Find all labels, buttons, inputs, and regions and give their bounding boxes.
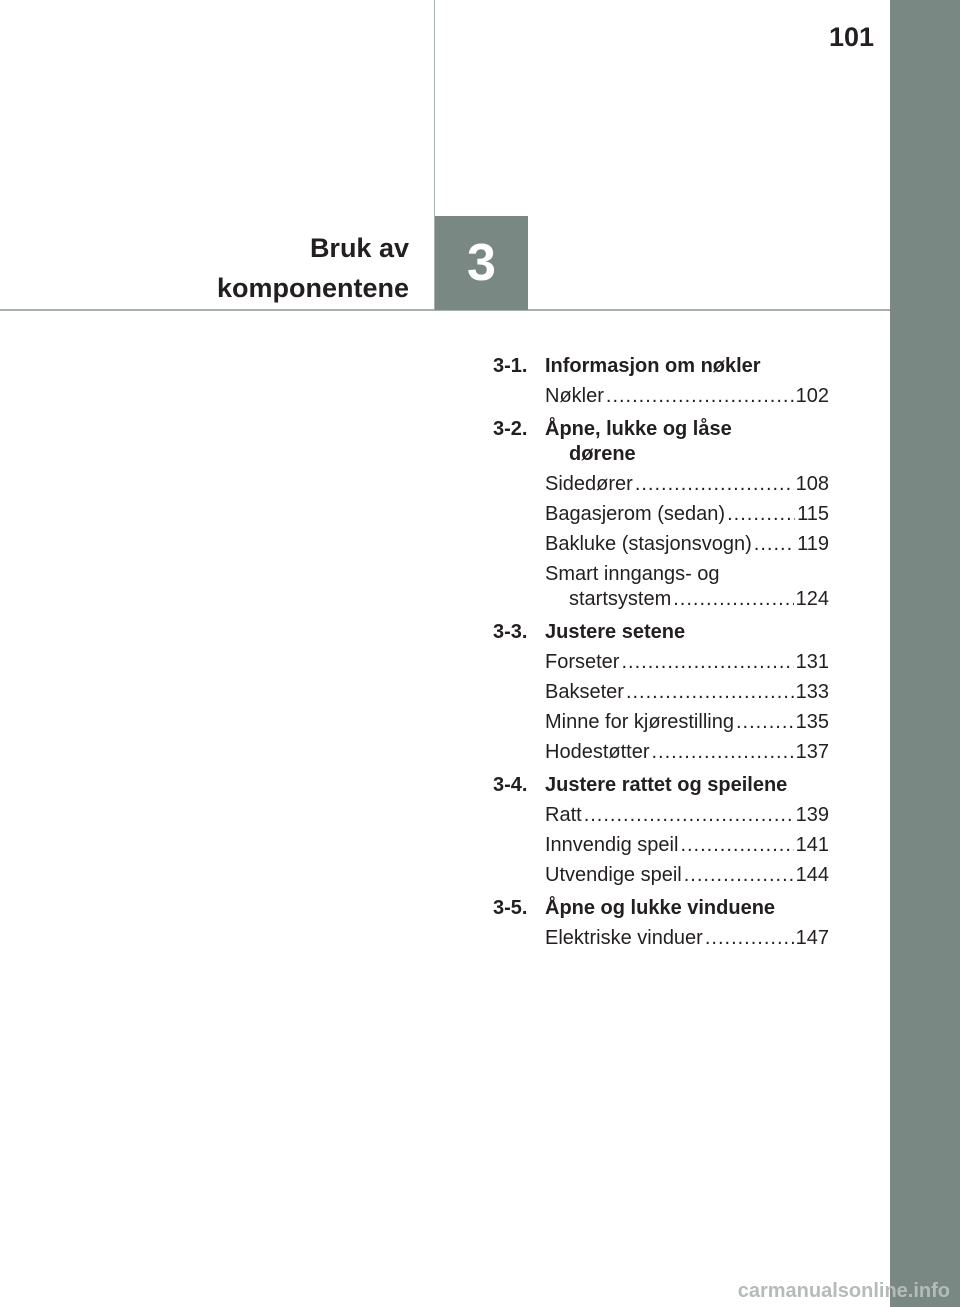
entry-page: 147 <box>795 927 829 949</box>
section-title[interactable] <box>545 354 833 379</box>
leader-dots <box>635 472 794 497</box>
section-title-text: Åpne, lukke og låse <box>545 418 732 440</box>
entry-page: 131 <box>795 651 829 673</box>
entry-page: 139 <box>795 804 829 826</box>
section-title[interactable] <box>545 417 833 467</box>
entry-label: Bakseter <box>545 681 624 703</box>
toc-section <box>493 417 833 467</box>
toc-entry[interactable] <box>545 472 829 497</box>
entry-page: 135 <box>795 711 829 733</box>
entry-page: 133 <box>795 681 829 703</box>
toc-entry[interactable] <box>545 740 829 765</box>
entry-page: 144 <box>795 864 829 886</box>
chapter-number-box <box>435 216 528 310</box>
entry-page: 124 <box>795 588 829 610</box>
leader-dots <box>754 532 795 557</box>
leader-dots <box>673 587 793 612</box>
entry-label: Utvendige speil <box>545 864 682 886</box>
leader-dots <box>736 710 794 735</box>
toc-entry[interactable] <box>545 532 829 557</box>
entry-page: 119 <box>797 533 829 555</box>
table-of-contents <box>493 354 833 951</box>
section-title-continued: dørene <box>569 443 636 465</box>
chapter-title-line2: komponentene <box>216 273 409 303</box>
toc-section <box>493 354 833 379</box>
entry-label: Ratt <box>545 804 582 826</box>
section-title[interactable] <box>545 773 833 798</box>
section-title-text: Åpne og lukke vinduene <box>545 897 776 919</box>
entry-label: Forseter <box>545 651 620 673</box>
entry-label: Innvendig speil <box>545 834 679 856</box>
section-number: 3-2. <box>493 418 528 440</box>
leader-dots <box>684 863 794 888</box>
entry-label: Sidedører <box>545 473 633 495</box>
entry-page: 108 <box>795 473 829 495</box>
entry-label: Hodestøtter <box>545 741 650 763</box>
section-title-text: Informasjon om nøkler <box>545 355 761 377</box>
entry-label: Bakluke (stasjonsvogn) <box>545 533 752 555</box>
toc-entry[interactable] <box>545 680 829 705</box>
entry-label: Minne for kjørestilling <box>545 711 734 733</box>
section-title-text: Justere setene <box>545 621 686 643</box>
entry-page: 141 <box>795 834 829 856</box>
toc-entry[interactable] <box>545 562 829 612</box>
chapter-title <box>217 228 409 308</box>
toc-entry[interactable] <box>545 833 829 858</box>
section-number: 3-3. <box>493 621 528 643</box>
leader-dots <box>705 926 794 951</box>
section-title[interactable] <box>545 620 833 645</box>
entry-label: Elektriske vinduer <box>545 927 703 949</box>
section-number: 3-4. <box>493 774 528 796</box>
toc-entry[interactable] <box>545 863 829 888</box>
entry-label: Nøkler <box>545 385 604 407</box>
toc-entry[interactable] <box>545 710 829 735</box>
toc-entry[interactable] <box>545 803 829 828</box>
watermark: carmanualsonline.info <box>737 1280 950 1302</box>
toc-entry[interactable] <box>545 384 829 409</box>
section-title[interactable] <box>545 896 833 921</box>
leader-dots <box>626 680 794 705</box>
page-number: 101 <box>828 22 874 52</box>
section-number: 3-5. <box>493 897 528 919</box>
chapter-number: 3 <box>467 234 496 292</box>
entry-page: 115 <box>797 503 829 525</box>
entry-label: startsystem <box>569 588 672 610</box>
toc-section <box>493 773 833 798</box>
toc-entry[interactable] <box>545 926 829 951</box>
entry-page: 137 <box>795 741 829 763</box>
toc-section <box>493 620 833 645</box>
toc-entry[interactable] <box>545 502 829 527</box>
entry-label-line1: Smart inngangs- og <box>545 563 720 585</box>
leader-dots <box>621 650 793 675</box>
chapter-title-line1: Bruk av <box>309 233 409 263</box>
leader-dots <box>606 384 794 409</box>
toc-entry[interactable] <box>545 650 829 675</box>
leader-dots <box>651 740 793 765</box>
leader-dots <box>727 502 795 527</box>
entry-label: Bagasjerom (sedan) <box>545 503 726 525</box>
toc-section <box>493 896 833 921</box>
section-number: 3-1. <box>493 355 528 377</box>
section-title-text: Justere rattet og speilene <box>545 774 788 796</box>
leader-dots <box>680 833 793 858</box>
entry-page: 102 <box>795 385 829 407</box>
chapter-sidebar-tab <box>890 0 960 1307</box>
leader-dots <box>584 803 794 828</box>
